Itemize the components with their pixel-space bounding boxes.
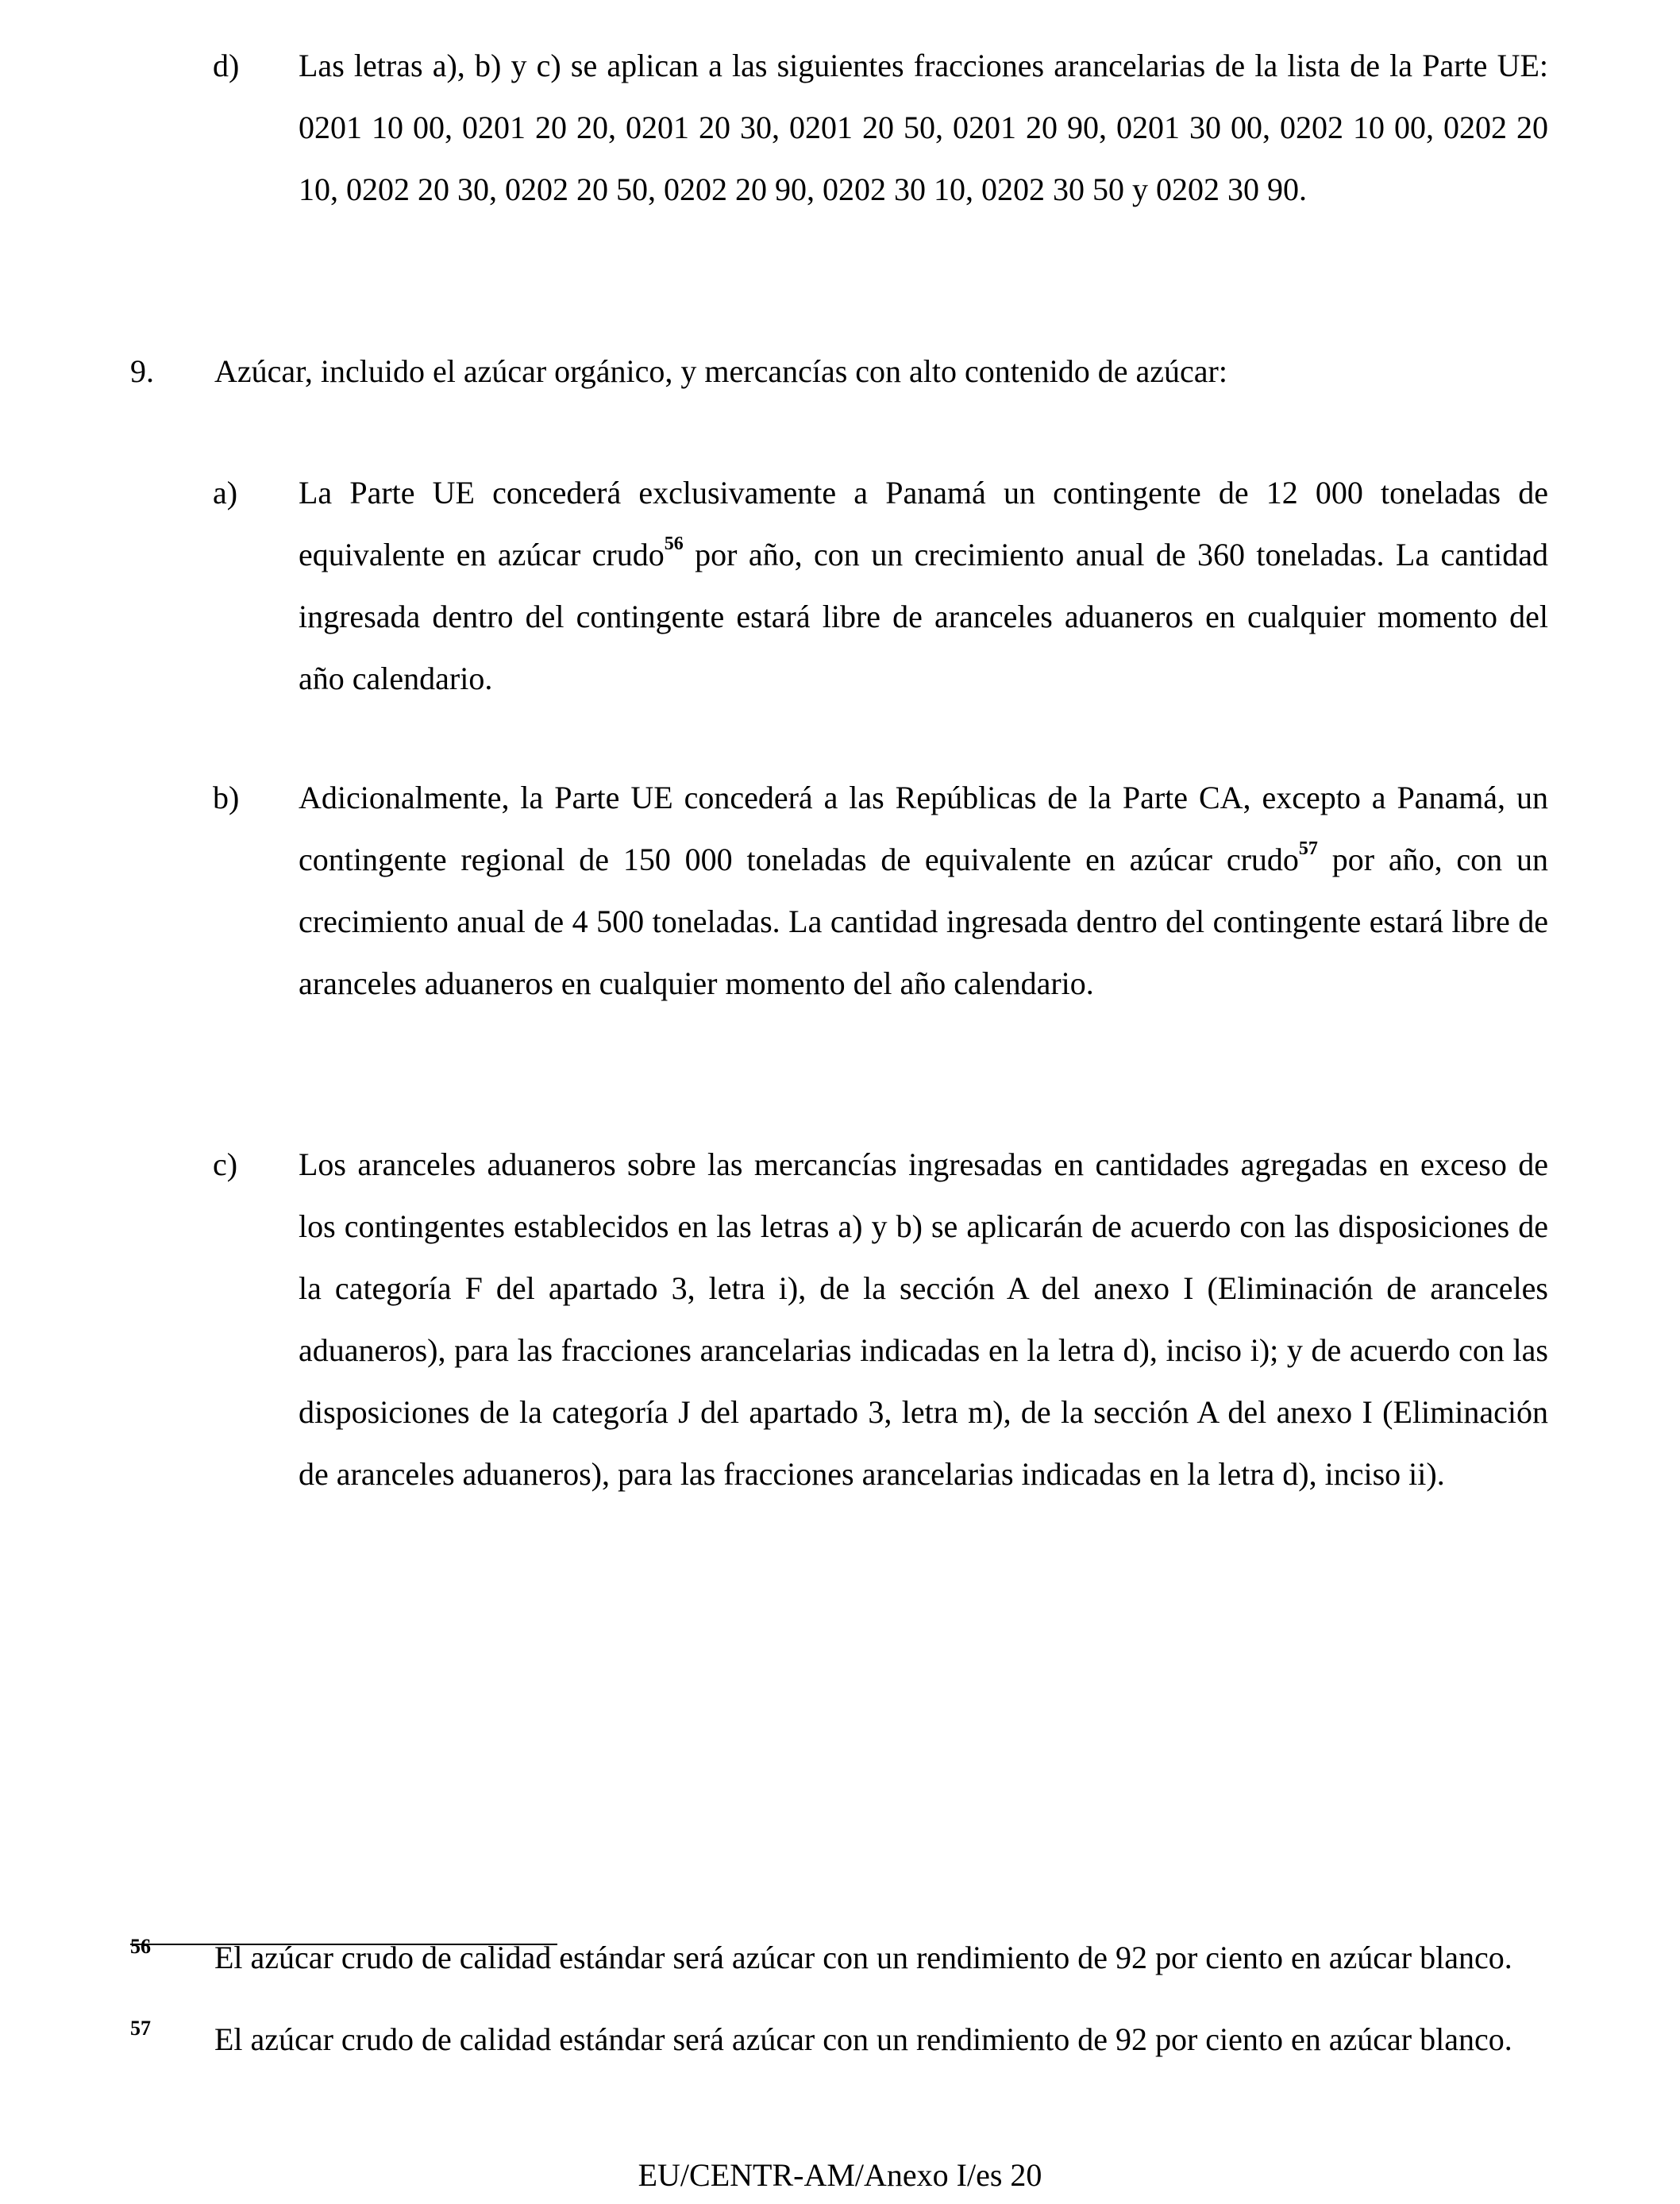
section-9-number: 9. xyxy=(130,353,154,389)
footnote-ref-57[interactable]: 57 xyxy=(1298,838,1318,859)
item-b-text-end: por año, con un crecimiento anual de 4 500 toneladas. La cantidad ingresada dentro del contingente estará libre de aranceles aduaneros en cualquier momento del año calendario. xyxy=(299,842,1548,1001)
item-a-label: a) xyxy=(213,475,238,511)
item-b-label: b) xyxy=(213,780,240,815)
footnote-57-text: El azúcar crudo de calidad estándar será azúcar con un rendimiento de 92 por ciento en azúcar blanco. xyxy=(214,2021,1512,2057)
item-c-text: Los aranceles aduaneros sobre las mercancías ingresadas en cantidades agregadas en exceso de los contingentes establecidos en las letras a) y b) se aplicarán de acuerdo con las disposiciones de la categoría F del apartado 3, letra i), de la sección A del anexo I (Eliminación de aranceles aduaneros), para las fracciones arancelarias indicadas en la letra d), inciso i); y de acuerdo con las disposiciones de la categoría J del apartado 3, letra m), de la sección A del anexo I (Eliminación de aranceles aduaneros), para las fracciones arancelarias indicadas en la letra d), inciso ii). xyxy=(299,1146,1548,1492)
item-a-text xyxy=(299,462,1548,710)
section-9-title: Azúcar, incluido el azúcar orgánico, y mercancías con alto contenido de azúcar: xyxy=(214,353,1227,389)
page-footer-reference: EU/CENTR-AM/Anexo I/es 20 xyxy=(638,2157,1042,2193)
item-d-label: d) xyxy=(213,48,240,83)
item-a-text-end: por año, con un crecimiento anual de 360 toneladas. La cantidad ingresada dentro del contingente estará libre de aranceles aduaneros en cualquier momento del año calendario. xyxy=(299,537,1548,696)
item-c-label: c) xyxy=(213,1146,238,1182)
item-a-text-start: La Parte UE concederá exclusivamente a Panamá un contingente de 12 000 toneladas de equivalente en azúcar crudo xyxy=(299,475,1548,572)
footnote-57-number: 57 xyxy=(130,2017,151,2040)
item-d-text: Las letras a), b) y c) se aplican a las siguientes fracciones arancelarias de la lista de la Parte UE: 0201 10 00, 0201 20 20, 0201 20 30, 0201 20 50, 0201 20 90, 0201 30 00, 0202 10 00, 0202 20 10, 0202 20 30, 0202 20 50, 0202 20 90, 0202 30 10, 0202 30 50 y 0202 30 90. xyxy=(299,48,1548,207)
footnote-ref-56[interactable]: 56 xyxy=(664,534,684,554)
item-b-text xyxy=(299,767,1548,1015)
item-b-text-start: Adicionalmente, la Parte UE concederá a las Repúblicas de la Parte CA, excepto a Panamá, un contingente regional de 150 000 toneladas de equivalente en azúcar crudo xyxy=(299,780,1548,877)
footnote-56-number: 56 xyxy=(130,1935,151,1958)
footnote-56-text: El azúcar crudo de calidad estándar será azúcar con un rendimiento de 92 por ciento en azúcar blanco. xyxy=(214,1940,1512,1975)
